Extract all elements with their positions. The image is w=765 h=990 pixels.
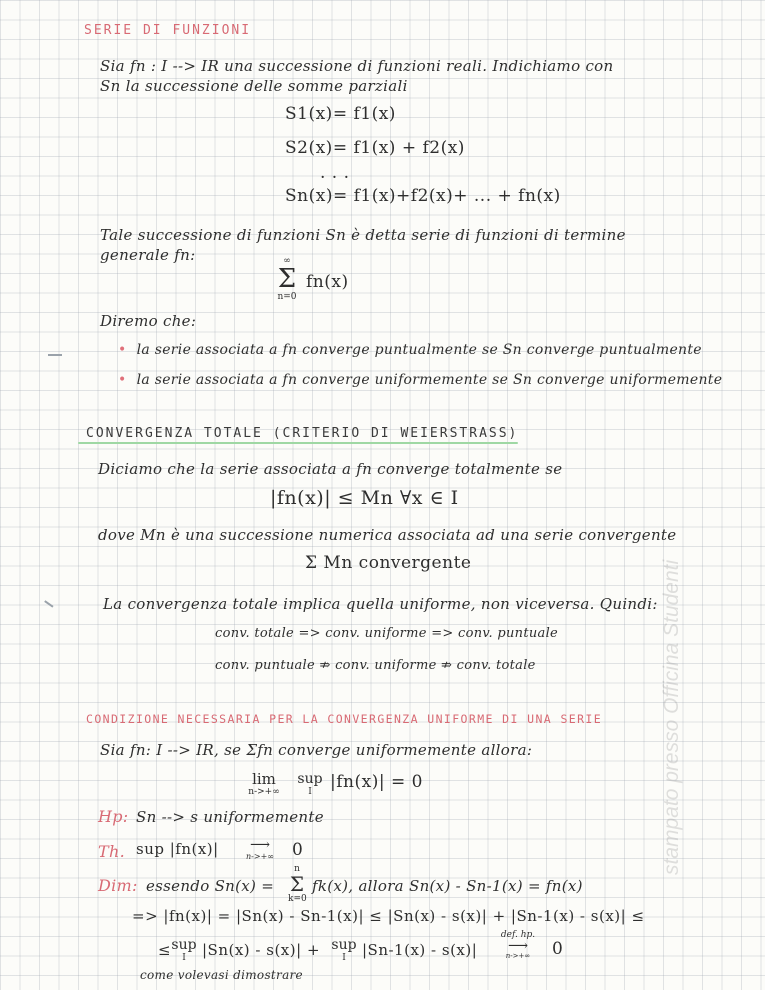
equation-s2: S2(x)= f1(x) + f2(x): [285, 138, 465, 158]
bullet-text-2: la serie associata a fn converge uniformemente se Sn converge uniformemente: [136, 372, 723, 388]
diremo-che: Diremo che:: [100, 312, 197, 330]
equation-dots: . . .: [320, 163, 350, 183]
proof-step-2-end: |Sn-1(x) - s(x)|: [362, 941, 478, 959]
hp-label: Hp:: [98, 807, 129, 826]
series-sum-symbol: [276, 256, 298, 302]
dim-text-2: fk(x), allora Sn(x) - Sn-1(x) = fn(x): [312, 877, 583, 895]
condizione-line-1: Sia fn: I --> IR, se Σfn converge uniformemente allora:: [100, 741, 533, 759]
bullet-dot-icon: •: [118, 342, 127, 358]
sup-word: sup: [331, 937, 357, 953]
bullet-item-1: [118, 342, 702, 358]
limit-expression: |fn(x)| = 0: [330, 772, 423, 792]
hp-text: Sn --> s uniformemente: [136, 808, 324, 826]
sigma-symbol: Σ: [277, 264, 297, 294]
th-arrow: [238, 838, 282, 861]
dim-sum-lower: k=0: [288, 894, 307, 904]
proof-step-2-mid: |Sn(x) - s(x)| +: [202, 941, 321, 959]
series-term: fn(x): [306, 272, 349, 292]
bullet-item-2: [118, 372, 722, 388]
dim-sum-upper: n: [294, 864, 300, 874]
sup-subscript: I: [182, 953, 186, 963]
margin-tick: [44, 600, 53, 607]
sum-upper-limit: ∞: [283, 256, 291, 266]
cvd-note: come volevasi dimostrare: [140, 968, 303, 982]
dephp-label: def. hp.: [500, 930, 536, 940]
totale-line-2: dove Mn è una successione numerica associata ad una serie convergente: [98, 526, 677, 544]
weierstrass-inequality: |fn(x)| ≤ Mn ∀x ∈ I: [270, 487, 459, 509]
highlight-underline: [78, 442, 518, 444]
proof-step-2-le: ≤: [158, 941, 172, 959]
bullet-text-1: la serie associata a fn converge puntualmente se Sn converge puntualmente: [136, 342, 702, 358]
th-text: sup |fn(x)|: [136, 840, 219, 858]
right-arrow-icon: ⟶: [507, 938, 529, 954]
definition-line-2: generale fn:: [100, 246, 196, 264]
right-arrow-icon: ⟶: [249, 837, 271, 853]
definition-line-1: Tale successione di funzioni Sn è detta serie di funzioni di termine: [100, 226, 626, 244]
bullet-dot-icon: •: [118, 372, 127, 388]
proof-step-1: => |fn(x)| = |Sn(x) - Sn-1(x)| ≤ |Sn(x) - s(x)| + |Sn-1(x) - s(x)| ≤: [132, 907, 645, 925]
intro-line-1: Sia fn : I --> IR una successione di funzioni reali. Indichiamo con: [100, 57, 614, 75]
th-label: Th.: [98, 842, 125, 861]
equation-s1: S1(x)= f1(x): [285, 104, 396, 124]
lim-subscript: n->+∞: [248, 787, 280, 797]
intro-line-2: Sn la successione delle somme parziali: [100, 77, 408, 95]
section-title-condizione-necessaria: CONDIZIONE NECESSARIA PER LA CONVERGENZA UNIFORME DI UNA SERIE: [86, 712, 603, 726]
limit-operator: [244, 772, 284, 797]
step2-sup-1: [170, 938, 198, 963]
totale-line-3: La convergenza totale implica quella uniforme, non viceversa. Quindi:: [103, 595, 658, 613]
sup-subscript: I: [342, 953, 346, 963]
totale-line-1: Diciamo che la serie associata a fn converge totalmente se: [98, 460, 563, 478]
dim-label: Dim:: [98, 876, 138, 895]
margin-tick: [48, 354, 62, 356]
proof-final-zero: 0: [552, 939, 564, 959]
sup-operator: [296, 772, 324, 797]
section-title-convergenza-totale: CONVERGENZA TOTALE (CRITERIO DI WEIERSTRASS): [86, 426, 519, 441]
sup-word: sup: [171, 937, 197, 953]
th-arrow-subscript: n->+∞: [246, 852, 274, 861]
section-title-serie-di-funzioni: SERIE DI FUNZIONI: [84, 23, 252, 38]
dim-sigma: Σ: [289, 872, 305, 896]
watermark-text: stampato presso Officina Studenti: [660, 559, 683, 875]
th-zero: 0: [292, 840, 304, 860]
equation-sn: Sn(x)= f1(x)+f2(x)+ ... + fn(x): [285, 186, 561, 206]
sup-subscript: I: [308, 787, 312, 797]
step2-sup-2: [330, 938, 358, 963]
sum-lower-limit: n=0: [277, 292, 297, 302]
dephp-subscript: n->+∞: [505, 952, 531, 960]
dim-text-1: essendo Sn(x) =: [146, 877, 275, 895]
sum-mn-convergente: Σ Mn convergente: [305, 553, 472, 573]
implication-chain-2: conv. puntuale ⇏ conv. uniforme ⇏ conv. totale: [215, 658, 536, 673]
sup-word: sup: [297, 771, 323, 787]
implication-chain-1: conv. totale => conv. uniforme => conv. puntuale: [215, 626, 559, 641]
dim-sum-symbol: [288, 864, 306, 904]
dephp-arrow: [492, 930, 544, 960]
lim-word: lim: [252, 770, 276, 788]
